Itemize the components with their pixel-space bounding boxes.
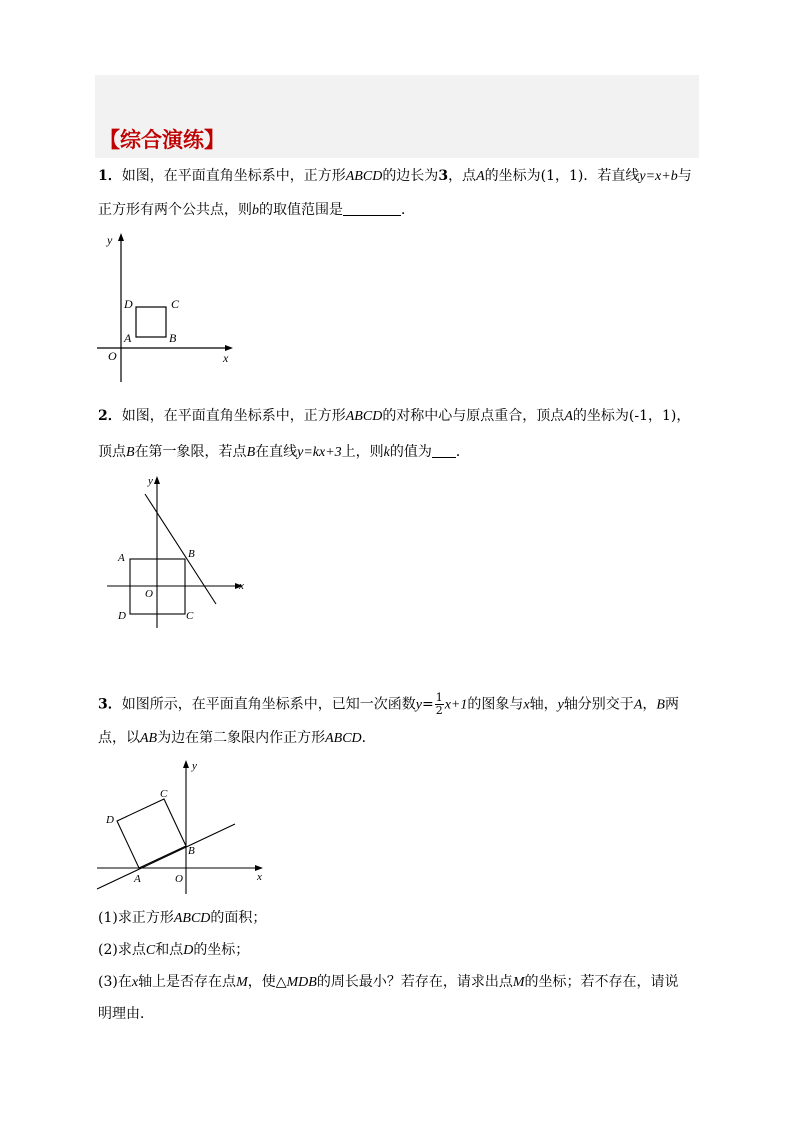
q3-fraction-numerator: 1 [435,691,443,704]
q1-label-y: y [107,233,113,247]
q2-label-b: B [188,548,195,560]
q1-square [136,307,166,337]
q1-square-name: ABCD [345,169,383,184]
section-title: 【综合演练】 [99,128,225,152]
q2-label-o: O [145,588,153,600]
q2-answer-blank[interactable] [432,443,456,458]
q3-text: 轴， [529,696,558,713]
q1-text: 正方形有两个公共点，则 [98,202,252,218]
q3-axis-y: y [557,697,564,713]
q2-label-c: C [186,610,194,622]
q3-function-rest: x+1 [444,697,468,713]
q3-text: 的面积； [210,910,267,926]
q2-figure [105,472,250,632]
q2-text: 的值为 [389,444,432,460]
q3-text: 如图所示，在平面直角坐标系中，已知一次函数 [121,696,416,713]
q2-label-x: x [239,580,244,592]
q2-point-b: B [246,445,256,460]
q1-label-x: x [223,351,229,365]
q2-label-d: D [118,610,126,622]
q3-point-a: A [633,697,643,713]
q3-sub-1 [98,908,266,929]
q1-text: 与 [677,168,692,184]
q3-y-arrow [183,760,189,768]
q3-figure [95,756,270,898]
q3-text: ． [361,730,376,746]
q1-y-arrow [118,233,124,241]
q2-square-name: ABCD [345,409,383,424]
q3-axis-x: x [131,975,139,990]
q3-label-d: D [106,814,114,826]
q3-text: 轴上是否存在点 [138,974,237,990]
q2-label-y: y [148,475,153,487]
q1-answer-blank[interactable] [343,201,401,216]
q3-axis-x: x [523,697,530,713]
q3-label-b: B [188,845,195,857]
q3-triangle-mdb: MDB [286,975,317,990]
q1-label-c: C [171,297,180,311]
q3-point-c: C [145,943,156,958]
q2-text: 在第一象限，若点 [134,444,247,460]
q2-text: 在直线 [255,444,298,460]
q1-label-a: A [124,331,132,345]
q3-text: 两 [664,696,679,713]
q3-label-a: A [134,873,141,885]
q3-label-c: C [160,788,168,800]
q1-text: 如图，在平面直角坐标系中，正方形 [121,168,346,184]
q1-side-length: 3 [438,168,449,184]
q1-label-o: O [108,349,117,363]
q3-text: 的图象与 [467,696,524,713]
q3-line-1 [98,692,679,716]
q3-line [97,824,235,889]
q3-text: (1)求正方形 [98,910,174,926]
q3-text: (3)在 [98,974,132,990]
q1-point-a: A [476,169,485,184]
q3-function-y: y [415,697,422,713]
q2-variable-k: k [383,445,390,460]
q3-sub-3-cont [98,1004,154,1024]
q1-label-b: B [169,331,177,345]
q3-point-m: M [512,975,525,990]
q1-text: ，点 [448,168,477,184]
q2-line-equation: y=kx+3 [297,445,342,460]
q1-text: ． [401,202,415,218]
q3-point-m: M [236,975,248,990]
q3-text: (2)求点 [98,942,146,958]
q1-label-d: D [124,297,133,311]
q2-line-1 [98,406,690,427]
q3-text: ， [642,696,657,713]
q3-square-name: ABCD [325,731,362,746]
q3-fraction [435,692,444,717]
q3-text: 和点 [155,942,184,958]
q3-point-d: D [183,943,194,958]
q2-y-arrow [154,476,160,484]
q1-variable-b: b [252,203,259,218]
q2-point-a: A [564,409,573,424]
q3-label-o: O [175,873,183,885]
q3-label-x: x [257,871,262,883]
q1-number: 1． [98,168,122,184]
q2-text: 顶点 [98,444,126,460]
q3-number: 3． [98,696,122,713]
q2-text: 上，则 [341,444,384,460]
q3-text: 的周长最小？若存在，请求出点 [316,974,513,990]
q1-text: 的坐标为(1，1)．若直线 [484,168,640,184]
q3-fraction-denominator: 2 [435,704,443,717]
q1-line-equation: y=x+b [639,169,678,184]
q2-text: 如图，在平面直角坐标系中，正方形 [121,408,346,424]
q2-text: 的对称中心与原点重合，顶点 [382,408,565,424]
q2-line-2 [98,442,470,463]
q3-square-name: ABCD [173,911,211,926]
q3-text: 为边在第二象限内作正方形 [157,730,326,746]
q1-figure [95,228,240,386]
q3-sub-3 [98,972,679,993]
q1-text: 的边长为 [382,168,439,184]
q3-text: 的坐标；若不存在，请说 [524,974,679,990]
q3-square [117,799,186,868]
q3-label-y: y [192,760,197,772]
q3-text: 轴分别交于 [563,696,634,713]
q2-label-a: A [118,552,125,564]
q2-line [145,494,216,604]
q3-line-2 [98,728,376,749]
q2-text: ． [455,444,470,460]
q2-text: 的坐标为(-1，1)， [572,408,691,424]
q3-point-b: B [656,697,665,713]
q1-line-2 [98,200,415,221]
q1-text: 的取值范围是 [259,202,343,218]
q3-text: 点，以 [98,730,140,746]
q1-line-1 [98,166,692,187]
q3-equals: = [421,696,434,713]
q3-segment-ab: AB [140,731,158,746]
q3-text: 明理由． [98,1006,154,1022]
q3-text: ，使△ [247,974,287,990]
q3-text: 的坐标； [193,942,250,958]
q2-point-b: B [126,445,135,460]
q3-sub-2 [98,940,249,961]
q2-number: 2． [98,408,122,424]
